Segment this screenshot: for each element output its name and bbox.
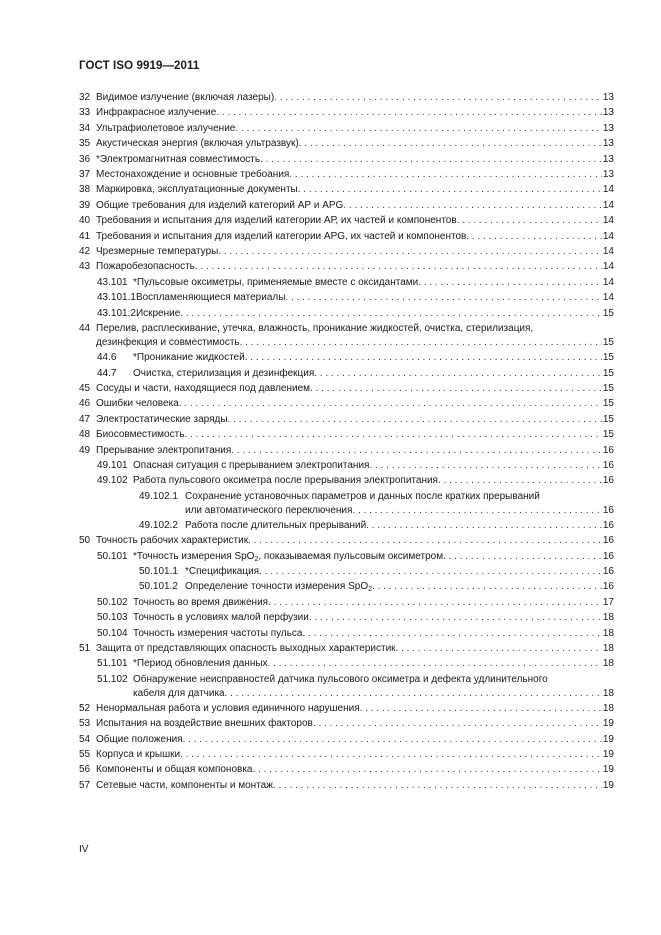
toc-entry-title: Испытания на воздействие внешних факторов <box>96 718 313 730</box>
toc-entry-number: 51.101 <box>97 658 128 670</box>
toc-entry-page: 18 <box>602 687 614 699</box>
toc-entry-page: 19 <box>602 733 614 745</box>
toc-entry-title: Сохранение установочных параметров и данных после кратких прерываний <box>185 490 540 502</box>
toc-entry[interactable] <box>0 413 661 428</box>
toc-entry-title: Опасная ситуация с прерыванием электропитания <box>133 459 370 471</box>
toc-entry[interactable] <box>0 779 661 794</box>
toc-entry-page: 18 <box>602 643 614 654</box>
toc-entry[interactable] <box>0 322 661 351</box>
toc-entry-page: 19 <box>602 749 614 761</box>
toc-leader-dots <box>299 137 614 151</box>
toc-entry-page: 14 <box>602 246 614 258</box>
toc-entry-page: 14 <box>602 261 614 273</box>
toc-entry-title: *Точность измерения SpO$_2$, показываемая пульсовым оксиметром <box>133 550 444 563</box>
toc-entry-number: 46 <box>79 398 91 410</box>
toc-entry-title: Электростатические заряды <box>96 413 228 425</box>
toc-entry[interactable] <box>0 367 661 382</box>
toc-entry-number: 44.6 <box>97 352 117 364</box>
toc-entry-page: 15 <box>602 367 614 379</box>
toc-entry-title: Пожаробезопасность <box>96 261 195 273</box>
toc-entry-title: Сосуды и части, находящиеся под давлением <box>96 382 311 394</box>
toc-entry-title: Требования и испытания для изделий категории АР, их частей и компонентов <box>96 215 457 227</box>
toc-entry-page: 19 <box>602 718 614 730</box>
toc-leader-dots <box>418 276 614 290</box>
toc-leader-dots <box>240 336 614 350</box>
toc-entry-title: *Проникание жидкостей <box>133 352 245 364</box>
toc-entry-number: 47 <box>79 413 91 425</box>
toc-entry-page: 16 <box>602 550 614 562</box>
toc-leader-dots <box>179 397 614 411</box>
toc-entry-page: 18 <box>602 627 614 639</box>
toc-entry[interactable] <box>0 702 661 717</box>
toc-entry-title: Работа пульсового оксиметра после прерывания электропитания <box>133 475 438 487</box>
toc-leader-dots <box>309 611 614 625</box>
toc-entry[interactable] <box>0 763 661 778</box>
toc-entry-page: 14 <box>602 199 614 211</box>
toc-entry-page: 14 <box>602 184 614 196</box>
toc-entry-number: 35 <box>79 138 91 150</box>
toc-entry-page: 15 <box>602 382 614 394</box>
toc-leader-dots <box>259 565 614 579</box>
toc-entry-page: 16 <box>602 519 614 531</box>
toc-entry-title: Точность рабочих характеристик <box>96 535 249 547</box>
toc-entry-title: Компоненты и общая компоновка <box>96 764 253 776</box>
toc-entry[interactable] <box>0 153 661 168</box>
toc-entry-title: дезинфекция и совместимость <box>96 337 240 349</box>
toc-leader-dots <box>314 367 614 381</box>
toc-entry-page: 14 <box>602 292 614 304</box>
toc-entry[interactable] <box>0 230 661 245</box>
toc-entry[interactable] <box>0 534 661 549</box>
toc-leader-dots <box>180 748 614 762</box>
toc-leader-dots <box>369 459 614 473</box>
toc-entry[interactable] <box>0 245 661 260</box>
toc-entry[interactable] <box>0 519 661 534</box>
toc-entry-title: Сетевые части, компоненты и монтаж <box>96 779 273 791</box>
toc-entry[interactable] <box>0 459 661 474</box>
toc-entry-number: 38 <box>79 184 91 196</box>
toc-leader-dots <box>231 444 614 458</box>
toc-entry[interactable] <box>0 382 661 397</box>
toc-entry[interactable] <box>0 183 661 198</box>
toc-entry-page: 17 <box>602 596 614 608</box>
toc-leader-dots <box>396 642 614 656</box>
toc-entry-number: 33 <box>79 107 91 119</box>
toc-entry-page: 15 <box>602 337 614 349</box>
toc-entry-number: 57 <box>79 779 91 791</box>
toc-entry[interactable] <box>0 657 661 672</box>
toc-entry-title: *Электромагнитная совместимость <box>96 153 261 165</box>
toc-entry[interactable] <box>0 580 661 595</box>
toc-entry-page: 13 <box>602 169 614 181</box>
toc-entry[interactable] <box>0 276 661 291</box>
toc-entry-title: Акустическая энергия (включая ультразвук) <box>96 138 299 150</box>
toc-leader-dots <box>268 657 614 671</box>
toc-entry-page: 18 <box>602 702 614 714</box>
toc-entry-number: 51 <box>79 643 91 654</box>
toc-entry[interactable] <box>0 307 661 322</box>
toc-leader-dots <box>235 122 614 136</box>
toc-leader-dots <box>252 763 614 777</box>
toc-leader-dots <box>303 627 615 641</box>
toc-entry-page: 15 <box>602 413 614 425</box>
toc-entry[interactable] <box>0 397 661 412</box>
toc-leader-dots <box>245 351 614 365</box>
toc-entry-number: 43.101.2 <box>97 307 136 319</box>
toc-entry-title: Общие положения <box>96 733 183 745</box>
toc-entry-number: 43.101 <box>97 276 128 288</box>
toc-entry-number: 49 <box>79 444 91 456</box>
toc-leader-dots <box>352 504 614 518</box>
toc-entry-title: Точность в условиях малой перфузии <box>133 612 309 624</box>
toc-entry-title: Перелив, расплескивание, утечка, влажность, проникание жидкостей, очистка, стерилизация, <box>96 323 534 335</box>
toc-leader-dots <box>248 534 614 548</box>
toc-entry-number: 42 <box>79 246 91 258</box>
toc-entry-number: 51.102 <box>97 673 128 685</box>
toc-leader-dots <box>443 550 614 565</box>
toc-entry-number: 50.101.1 <box>139 565 178 577</box>
toc-entry-page: 15 <box>602 429 614 441</box>
toc-entry-page: 13 <box>602 107 614 119</box>
toc-entry[interactable] <box>0 673 661 702</box>
toc-entry-page: 14 <box>602 276 614 288</box>
toc-entry-page: 14 <box>602 215 614 227</box>
toc-entry-number: 50.102 <box>97 596 128 608</box>
toc-entry-number: 56 <box>79 764 91 776</box>
toc-leader-dots <box>313 717 614 731</box>
toc-entry[interactable] <box>0 106 661 121</box>
toc-entry[interactable] <box>0 474 661 489</box>
toc-entry-title: Определение точности измерения SpO$_2$ <box>185 581 373 594</box>
toc-entry[interactable] <box>0 717 661 732</box>
toc-entry-title: Искрение <box>135 307 181 319</box>
toc-leader-dots <box>273 779 614 793</box>
toc-entry-title: Защита от представляющих опасность выходных характеристик <box>96 643 396 654</box>
toc-entry-title: Обнаружение неисправностей датчика пульсового оксиметра и дефекта удлинительного <box>133 673 548 685</box>
toc-entry-number: 49.102 <box>97 475 128 487</box>
toc-entry[interactable] <box>0 260 661 275</box>
toc-entry-title: Общие требования для изделий категорий АР и APG <box>96 199 344 211</box>
toc-entry-title: Требования и испытания для изделий категории APG, их частей и компонентов <box>96 230 467 242</box>
toc-leader-dots <box>228 413 614 427</box>
toc-entry-page: 16 <box>602 444 614 456</box>
toc-entry[interactable] <box>0 642 661 657</box>
toc-leader-dots <box>218 245 614 259</box>
toc-entry-page: 16 <box>602 581 614 593</box>
toc-entry-number: 53 <box>79 718 91 730</box>
toc-leader-dots <box>225 687 614 701</box>
toc-entry[interactable] <box>0 733 661 748</box>
toc-entry-number: 50.101 <box>97 550 128 562</box>
toc-entry-page: 16 <box>602 504 614 516</box>
toc-entry-number: 50.101.2 <box>139 581 178 593</box>
toc-entry-page: 15 <box>602 398 614 410</box>
toc-entry-title: *Период обновления данных <box>133 658 268 670</box>
page-number: IV <box>79 844 89 855</box>
toc-entry[interactable] <box>0 611 661 626</box>
toc-entry-title: *Спецификация <box>185 565 260 577</box>
toc-entry-number: 43.101.1 <box>97 292 136 304</box>
toc-leader-dots <box>260 153 614 167</box>
toc-leader-dots <box>216 106 614 120</box>
toc-entry-number: 49.102.1 <box>139 490 178 502</box>
toc-entry-number: 32 <box>79 92 91 103</box>
toc-entry-title: Видимое излучение (включая лазеры) <box>96 92 275 103</box>
toc-entry[interactable] <box>0 428 661 443</box>
toc-entry-title: Точность измерения частоты пульса <box>133 627 303 639</box>
toc-entry[interactable] <box>0 596 661 611</box>
toc-entry-number: 55 <box>79 749 91 761</box>
toc-entry-title: Чрезмерные температуры <box>96 246 219 258</box>
toc-entry-title: Инфракрасное излучение <box>96 107 217 119</box>
toc-entry-title: Местонахождение и основные требоания <box>96 169 290 181</box>
toc-leader-dots <box>184 428 614 442</box>
toc-leader-dots <box>268 596 614 610</box>
toc-leader-dots <box>457 214 614 228</box>
toc-entry-title: Воспламеняющиеся материалы <box>135 292 286 304</box>
toc-entry-number: 50.104 <box>97 627 128 639</box>
toc-entry[interactable] <box>0 351 661 366</box>
toc-entry-title: Ультрафиолетовое излучение <box>96 122 236 134</box>
toc-entry-number: 44.7 <box>97 367 117 379</box>
toc-entry-number: 39 <box>79 199 91 211</box>
toc-leader-dots <box>285 291 614 305</box>
toc-leader-dots <box>183 733 614 747</box>
toc-leader-dots <box>298 183 614 197</box>
toc-entry[interactable] <box>0 490 661 519</box>
toc-leader-dots <box>310 382 614 396</box>
toc-leader-dots <box>274 91 614 105</box>
toc-leader-dots <box>372 580 614 595</box>
toc-entry-title: Прерывание электропитания <box>96 444 232 456</box>
toc-entry[interactable] <box>0 550 661 565</box>
toc-entry[interactable] <box>0 627 661 642</box>
toc-entry-number: 50 <box>79 535 91 547</box>
toc-entry[interactable] <box>0 168 661 183</box>
toc-leader-dots <box>180 307 614 321</box>
toc-entry-page: 18 <box>602 612 614 624</box>
toc-leader-dots <box>366 519 614 533</box>
toc-entry-page: 16 <box>602 459 614 471</box>
toc-entry-title: Маркировка, эксплуатационные документы <box>96 184 298 196</box>
toc-entry-page: 16 <box>602 535 614 547</box>
toc-entry-number: 48 <box>79 429 91 441</box>
toc-entry-number: 52 <box>79 702 91 714</box>
toc-entry[interactable] <box>0 199 661 214</box>
toc-entry-page: 14 <box>602 230 614 242</box>
toc-entry-title: Очистка, стерилизация и дезинфекция <box>133 367 315 379</box>
toc-entry-page: 16 <box>602 475 614 487</box>
toc-entry[interactable] <box>0 565 661 580</box>
toc-entry-title: кабеля для датчика <box>133 687 225 699</box>
toc-entry-number: 49.102.2 <box>139 519 178 531</box>
toc-entry[interactable] <box>0 122 661 137</box>
toc-entry-number: 37 <box>79 169 91 181</box>
toc-entry-title: Биосовместимость <box>96 429 185 441</box>
toc-leader-dots <box>466 230 614 244</box>
toc-leader-dots <box>289 168 614 182</box>
toc-entry-number: 44 <box>79 323 91 335</box>
toc-entry-title: Точность во время движения <box>133 596 269 608</box>
toc-leader-dots <box>195 260 614 274</box>
toc-leader-dots <box>343 199 614 213</box>
toc-entry-title: Ошибки человека <box>96 398 179 410</box>
toc-entry-number: 54 <box>79 733 91 745</box>
toc-entry-page: 13 <box>602 92 614 103</box>
toc-entry-title: *Пульсовые оксиметры, применяемые вместе с оксидантами <box>133 276 419 288</box>
toc-entry-number: 41 <box>79 230 91 242</box>
toc-entry-page: 15 <box>602 352 614 364</box>
toc-entry-number: 50.103 <box>97 612 128 624</box>
toc-entry[interactable] <box>0 91 661 106</box>
toc-entry-page: 13 <box>602 122 614 134</box>
toc-entry-number: 36 <box>79 153 91 165</box>
toc-entry-title: Ненормальная работа и условия единичного нарушения <box>96 702 360 714</box>
toc-entry-number: 45 <box>79 382 91 394</box>
toc-entry[interactable] <box>0 291 661 306</box>
toc-entry-page: 15 <box>602 307 614 319</box>
toc-entry-title: Корпуса и крышки <box>96 749 181 761</box>
toc-entry-number: 34 <box>79 122 91 134</box>
toc-entry-number: 43 <box>79 261 91 273</box>
toc-entry-title: или автоматического переключения <box>185 504 353 516</box>
toc-entry-page: 16 <box>602 565 614 577</box>
toc-entry[interactable] <box>0 748 661 763</box>
toc-entry-page: 18 <box>602 658 614 670</box>
toc-entry-number: 40 <box>79 215 91 227</box>
toc-entry[interactable] <box>0 444 661 459</box>
document-header: ГОСТ ISO 9919—2011 <box>79 60 200 72</box>
toc-entry-page: 19 <box>602 779 614 791</box>
toc-leader-dots <box>438 474 614 488</box>
toc-entry-page: 13 <box>602 138 614 150</box>
table-of-contents <box>0 91 661 794</box>
toc-leader-dots <box>360 702 614 716</box>
toc-entry-page: 13 <box>602 153 614 165</box>
toc-entry[interactable] <box>0 214 661 229</box>
toc-entry-title: Работа после длительных прерываний <box>185 519 367 531</box>
toc-entry-page: 19 <box>602 764 614 776</box>
toc-entry[interactable] <box>0 137 661 152</box>
toc-entry-number: 49.101 <box>97 459 128 471</box>
